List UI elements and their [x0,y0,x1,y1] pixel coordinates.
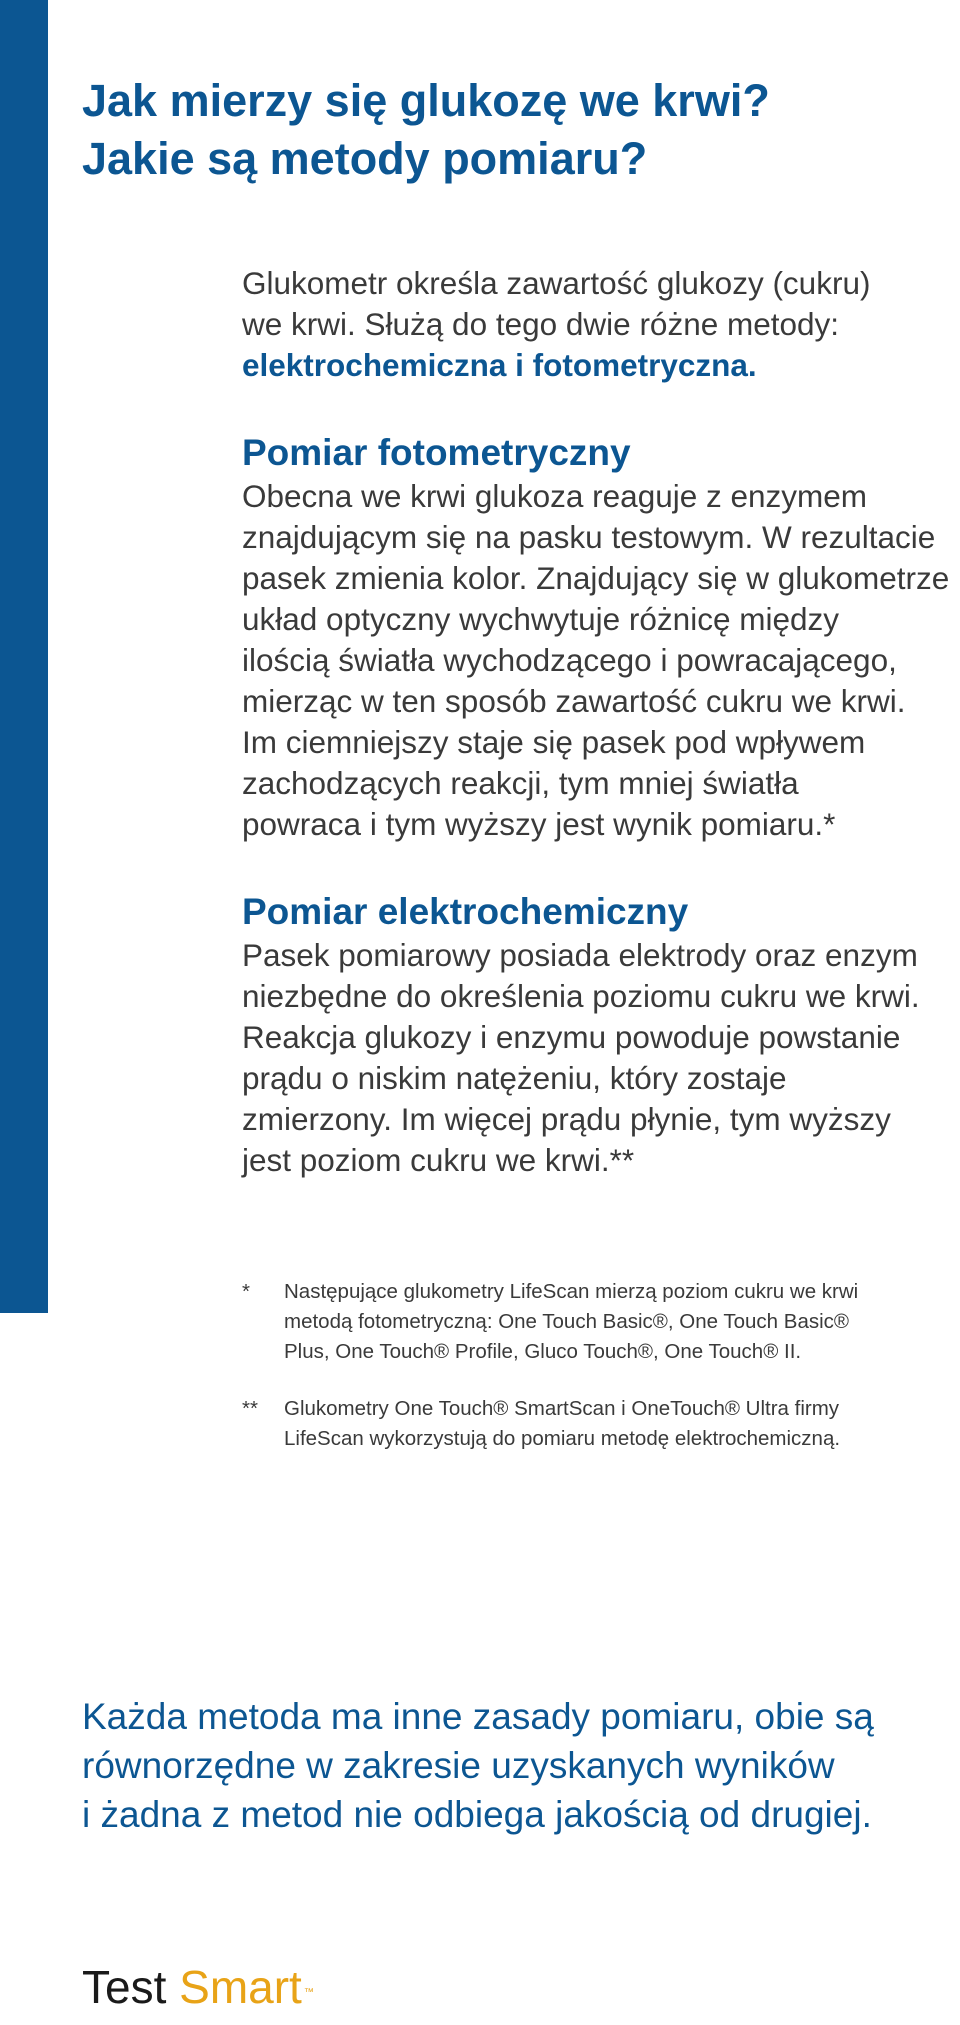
intro-methods-highlight: elektrochemiczna i fotometryczna. [242,347,757,383]
intro-paragraph [242,263,942,386]
section-line: zachodzących reakcji, tym mniej światła [242,765,799,801]
footnote-line: Plus, One Touch® Profile, Gluco Touch®, One Touch® II. [284,1340,802,1363]
section-line: układ optyczny wychwytuje różnicę między [242,601,839,637]
footnote [242,1277,942,1367]
footnote-marker: * [242,1280,250,1303]
section-line: prądu o niskim natężeniu, który zostaje [242,1060,787,1096]
title-line: Jakie są metody pomiaru? [82,133,648,184]
summary-line: i żadna z metod nie odbiega jakością od drugiej. [82,1794,872,1835]
page-title [82,72,942,188]
section-line: niezbędne do określenia poziomu cukru we krwi. [242,978,920,1014]
section-photometric [242,430,950,845]
title-line: Jak mierzy się glukozę we krwi? [82,75,770,126]
section-heading: Pomiar elektrochemiczny [242,891,689,932]
section-line: jest poziom cukru we krwi.** [242,1142,635,1178]
footnote [242,1394,942,1454]
section-line: znajdującym się na pasku testowym. W rezultacie [242,519,936,555]
summary-statement [82,1692,952,1839]
footnote-marker: ** [242,1397,258,1420]
footnote-line: Następujące glukometry LifeScan mierzą poziom cukru we krwi [284,1280,859,1303]
section-line: pasek zmienia kolor. Znajdujący się w glukometrze [242,560,950,596]
trademark-symbol: ™ [303,1987,314,1998]
footnote-line: LifeScan wykorzystują do pomiaru metodę elektrochemiczną. [284,1427,841,1450]
section-line: Obecna we krwi glukoza reaguje z enzymem [242,478,868,514]
footnotes [242,1277,942,1454]
footnote-text [284,1394,840,1454]
section-electrochemical [242,889,942,1181]
section-line: ilością światła wychodzącego i powracającego, [242,642,897,678]
summary-line: równorzędne w zakresie uzyskanych wyników [82,1745,835,1786]
intro-line: we krwi. Służą do tego dwie różne metody: [242,306,840,342]
side-accent-bar [0,0,48,1313]
section-line: powraca i tym wyższy jest wynik pomiaru.* [242,806,836,842]
section-line: mierząc w ten sposób zawartość cukru we krwi. [242,683,906,719]
intro-line: Glukometr określa zawartość glukozy (cukru) [242,265,871,301]
footnote-line: metodą fotometryczną: One Touch Basic®, One Touch Basic® [284,1310,850,1333]
test-smart-logo [82,1962,314,2012]
footnote-text [284,1277,858,1367]
footnote-line: Glukometry One Touch® SmartScan i OneTouch® Ultra firmy [284,1397,840,1420]
section-heading: Pomiar fotometryczny [242,432,631,473]
section-line: Reakcja glukozy i enzymu powoduje powstanie [242,1019,901,1055]
logo-word-smart: Smart [179,1961,302,2013]
section-line: zmierzony. Im więcej prądu płynie, tym wyższy [242,1101,891,1137]
summary-line: Każda metoda ma inne zasady pomiaru, obie są [82,1696,874,1737]
logo-word-test: Test [82,1961,167,2013]
section-line: Im ciemniejszy staje się pasek pod wpływem [242,724,866,760]
section-line: Pasek pomiarowy posiada elektrody oraz enzym [242,937,918,973]
main-content [242,263,950,1181]
